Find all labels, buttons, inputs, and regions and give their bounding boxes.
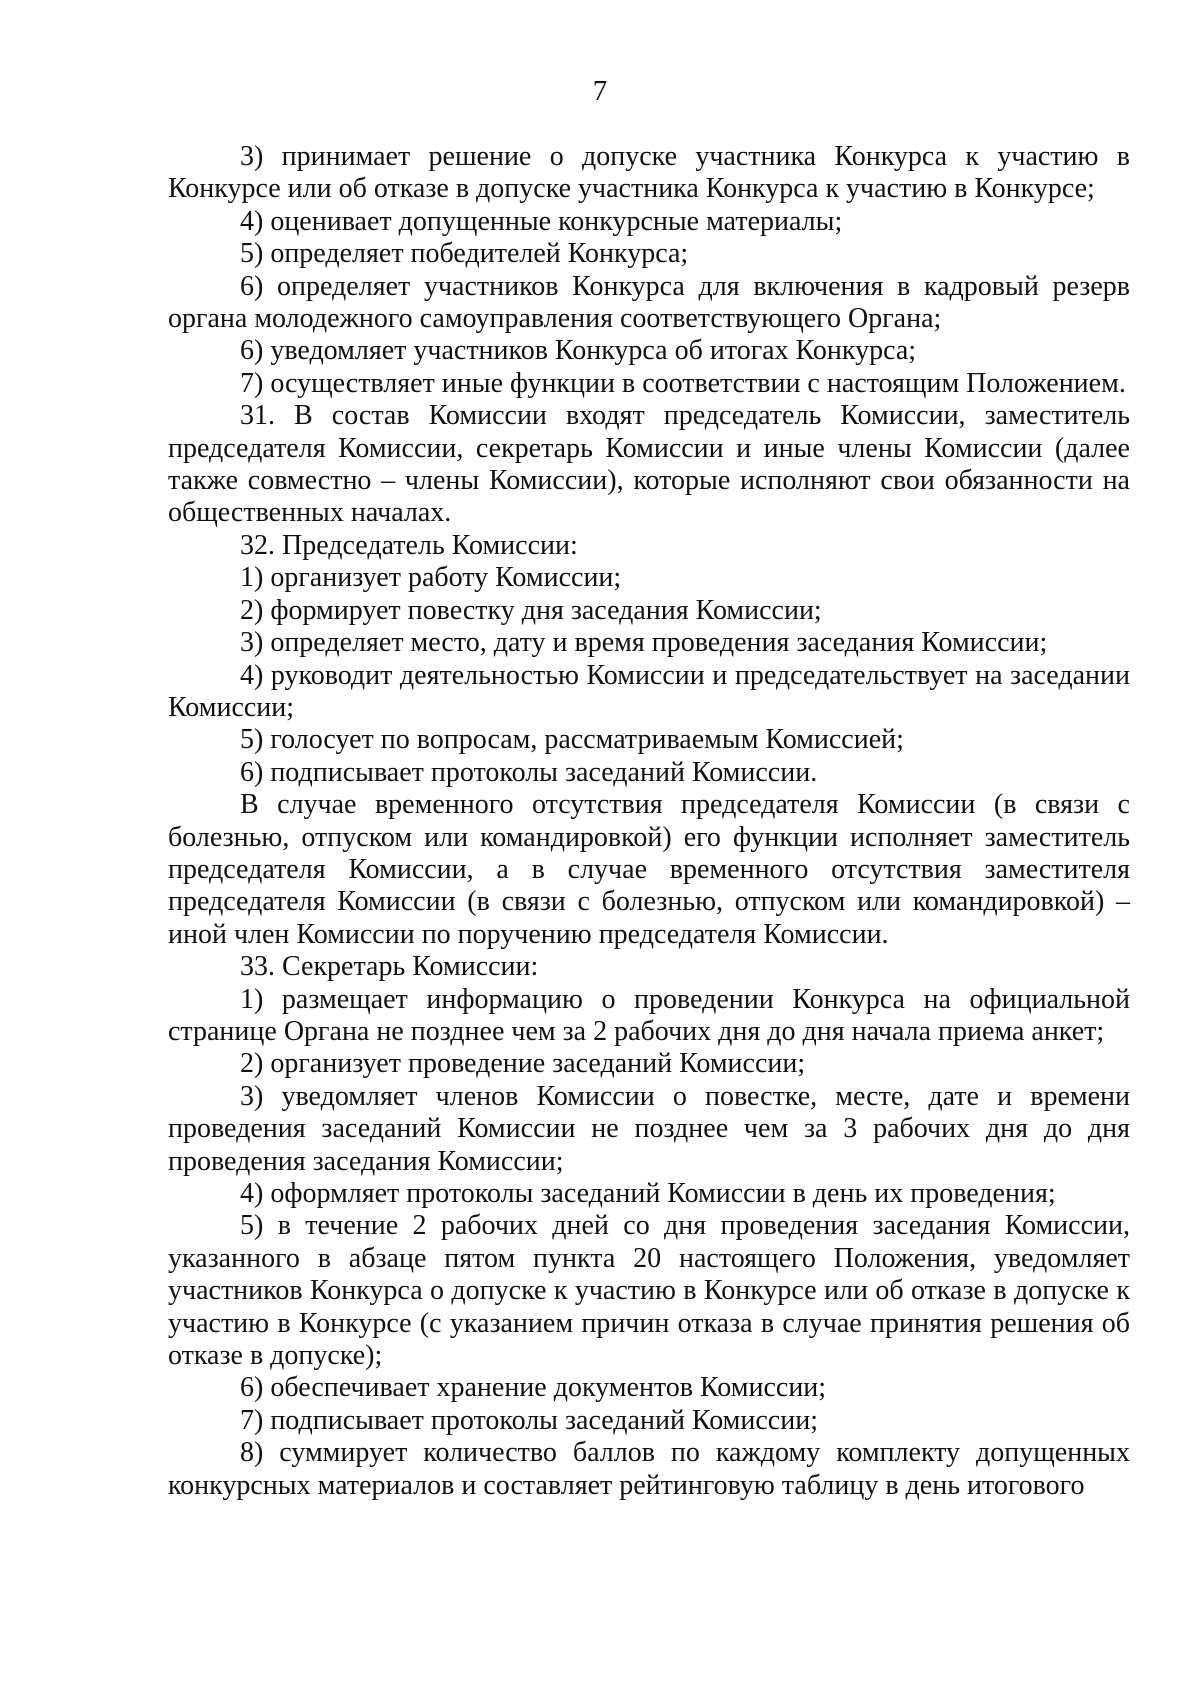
paragraph: 1) размещает информацию о проведении Конкурса на официальной странице Органа не позднее чем за 2 рабочих дня до дня начала приема анкет;	[168, 983, 1130, 1047]
paragraph: В случае временного отсутствия председателя Комиссии (в связи с болезнью, отпуском или командировкой) его функции исполняет заместитель председателя Комиссии, а в случае временного отсутствия заместителя председателя Комиссии (в связи с болезнью, отпуском или командировкой) – иной член Комиссии по поручению председателя Комиссии.	[168, 789, 1130, 950]
paragraph: 3) уведомляет членов Комиссии о повестке, месте, дате и времени проведения заседаний Комиссии не позднее чем за 3 рабочих дня до дня проведения заседания Комиссии;	[168, 1080, 1130, 1177]
paragraph: 1) организует работу Комиссии;	[240, 562, 622, 594]
paragraph: 2) организует проведение заседаний Комиссии;	[240, 1048, 806, 1080]
paragraph: 4) оформляет протоколы заседаний Комиссии в день их проведения;	[240, 1178, 1056, 1209]
paragraph: 6) определяет участников Конкурса для включения в кадровый резерв органа молодежного самоуправления соответствующего Органа;	[168, 270, 1130, 335]
paragraph: 6) уведомляет участников Конкурса об итогах Конкурса;	[240, 335, 917, 367]
paragraph: 5) в течение 2 рабочих дней со дня проведения заседания Комиссии, указанного в абзаце пятом пункта 20 настоящего Положения, уведомляет участников Конкурса о допуске к участию в Конкурсе или об отказе в допуске к участию в Конкурсе (с указанием причин отказа в случае принятия решения об отказе в допуске);	[168, 1210, 1130, 1372]
paragraph: 31. В состав Комиссии входят председатель Комиссии, заместитель председателя Комиссии, секретарь Комиссии и иные члены Комиссии (далее также совместно – члены Комиссии), которые исполняют свои обязанности на общественных началах.	[168, 400, 1130, 529]
paragraph: 6) обеспечивает хранение документов Комиссии;	[240, 1372, 827, 1404]
paragraph: 4) руководит деятельностью Комиссии и председательствует на заседании Комиссии;	[168, 659, 1130, 723]
paragraph: 7) подписывает протоколы заседаний Комиссии;	[240, 1404, 818, 1436]
paragraph: 2) формирует повестку дня заседания Комиссии;	[240, 594, 822, 626]
paragraph: 4) оценивает допущенные конкурсные материалы;	[240, 205, 843, 237]
paragraph: 5) голосует по вопросам, рассматриваемым Комиссией;	[240, 724, 904, 756]
paragraph: 5) определяет победителей Конкурса;	[240, 238, 689, 270]
document-body	[168, 141, 1130, 1502]
paragraph: 32. Председатель Комиссии:	[240, 529, 578, 561]
paragraph: 33. Секретарь Комиссии:	[240, 951, 539, 983]
page-number: 7	[592, 75, 608, 107]
paragraph: 3) определяет место, дату и время проведения заседания Комиссии;	[240, 627, 1048, 659]
paragraph: 7) осуществляет иные функции в соответствии с настоящим Положением.	[240, 367, 1126, 399]
paragraph: 3) принимает решение о допуске участника Конкурса к участию в Конкурсе или об отказе в допуске участника Конкурса к участию в Конкурсе;	[168, 141, 1130, 205]
paragraph: 8) суммирует количество баллов по каждому комплекту допущенных конкурсных материалов и составляет рейтинговую таблицу в день итогового	[168, 1437, 1130, 1501]
paragraph: 6) подписывает протоколы заседаний Комиссии.	[240, 756, 818, 788]
